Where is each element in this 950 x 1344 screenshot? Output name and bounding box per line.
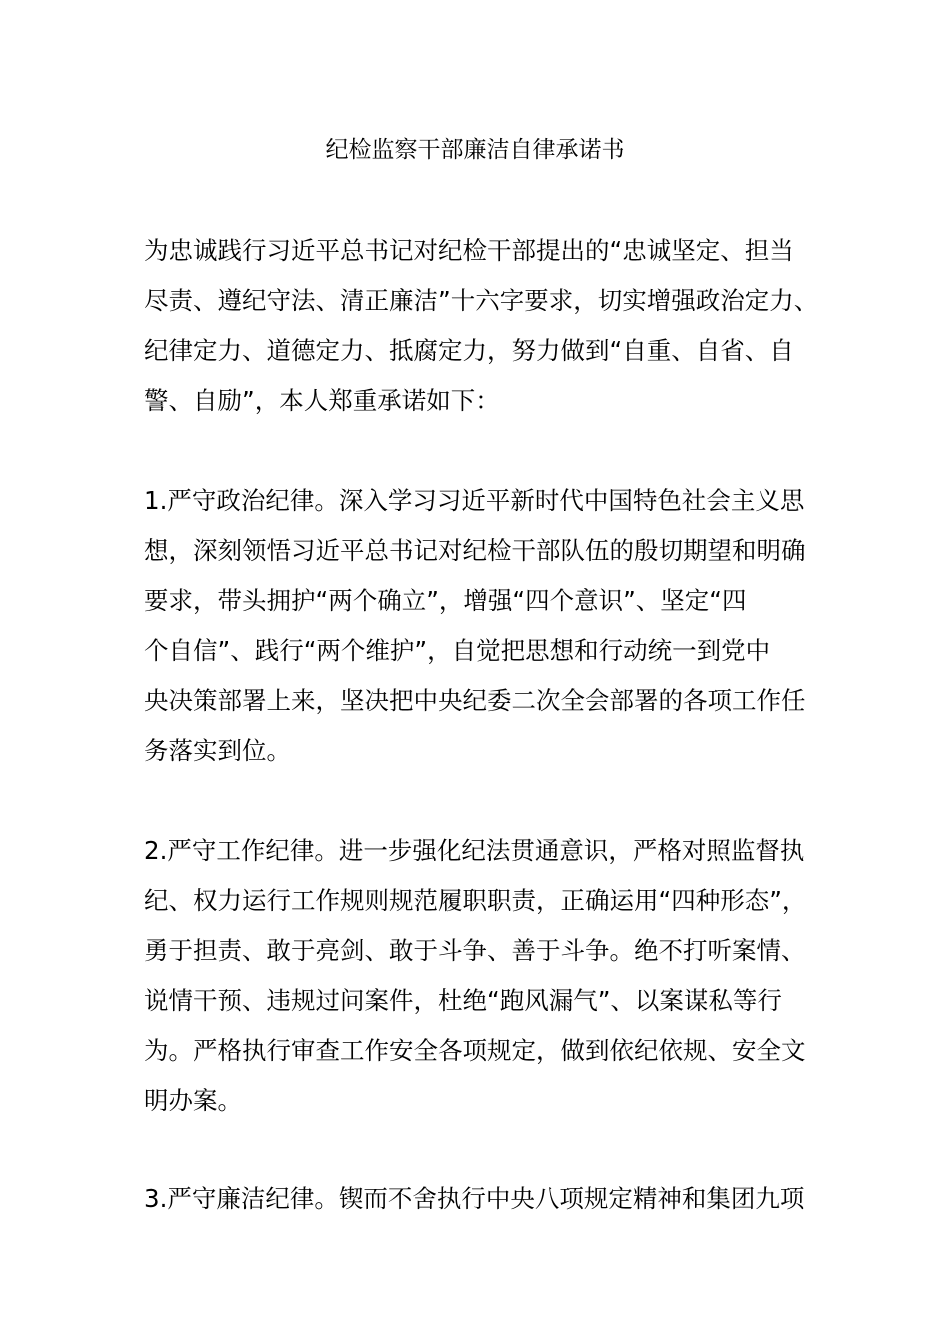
paragraph-line: 1.严守政治纪律。深入学习习近平新时代中国特色社会主义思	[144, 486, 805, 515]
paragraph-line: 央决策部署上来，坚决把中央纪委二次全会部署的各项工作任	[144, 686, 806, 715]
commitment-item-1	[144, 476, 824, 776]
paragraph-line: 要求，带头拥护“两个确立”，增强“四个意识”、坚定“四	[144, 586, 747, 615]
paragraph-line: 勇于担责、敢于亮剑、敢于斗争、善于斗争。绝不打听案情、	[144, 936, 806, 965]
paragraph-line: 警、自励”，本人郑重承诺如下：	[144, 386, 500, 415]
paragraph-line: 纪、权力运行工作规则规范履职职责，正确运用“四种形态”，	[144, 886, 807, 915]
paragraph-line: 务落实到位。	[144, 736, 291, 765]
paragraph-line: 明办案。	[144, 1086, 242, 1115]
paragraph-line: 纪律定力、道德定力、抵腐定力，努力做到“自重、自省、自	[144, 336, 794, 365]
intro-paragraph	[144, 226, 824, 426]
paragraph-line: 想，深刻领悟习近平总书记对纪检干部队伍的殷切期望和明确	[144, 536, 806, 565]
paragraph-line: 尽责、遵纪守法、清正廉洁”十六字要求，切实增强政治定力、	[144, 286, 819, 315]
commitment-item-3	[144, 1174, 824, 1224]
commitment-item-2	[144, 826, 824, 1126]
paragraph-line: 2.严守工作纪律。进一步强化纪法贯通意识，严格对照监督执	[144, 836, 805, 865]
paragraph-line: 说情干预、违规过问案件，杜绝“跑风漏气”、以案谋私等行	[144, 986, 782, 1015]
paragraph-line: 为忠诚践行习近平总书记对纪检干部提出的“忠诚坚定、担当	[144, 236, 794, 265]
paragraph-line: 为。严格执行审查工作安全各项规定，做到依纪依规、安全文	[144, 1036, 806, 1065]
paragraph-line: 3.严守廉洁纪律。锲而不舍执行中央八项规定精神和集团九项	[144, 1184, 805, 1213]
paragraph-line: 个自信”、践行“两个维护”，自觉把思想和行动统一到党中	[144, 636, 771, 665]
document-title: 纪检监察干部廉洁自律承诺书	[325, 137, 625, 163]
